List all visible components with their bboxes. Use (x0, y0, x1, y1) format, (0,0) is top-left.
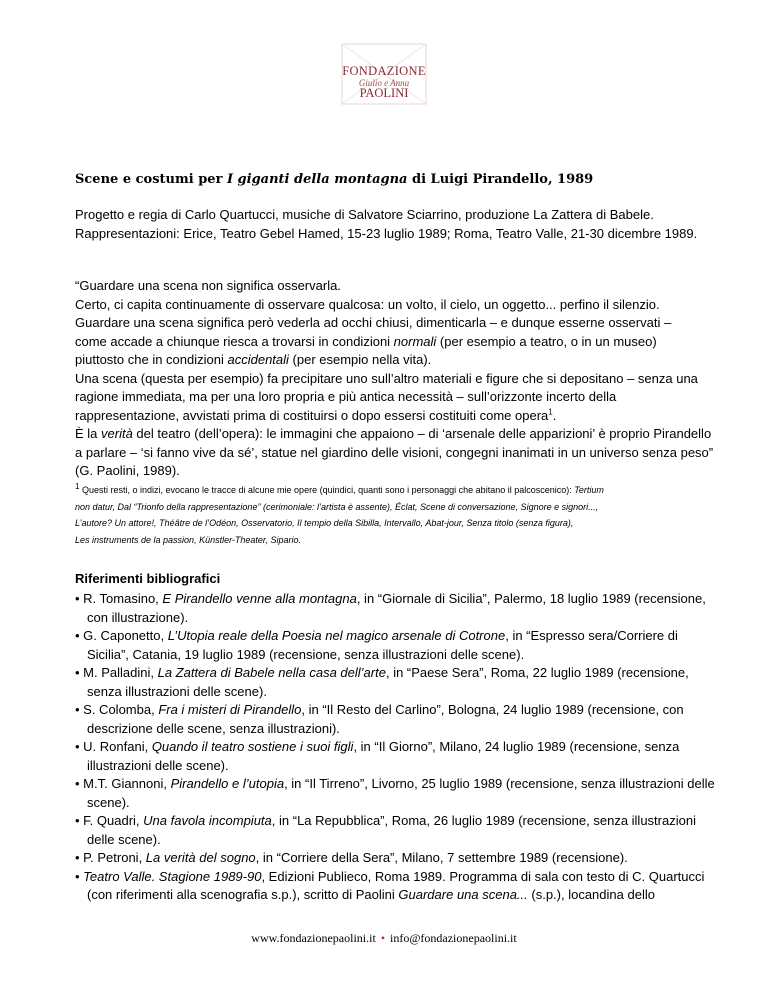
quote-line: Una scena (questa per esempio) fa precipitare uno sull’altro materiali e figure che si depositano – senza una (75, 370, 698, 386)
page-footer (0, 931, 768, 946)
credits-block (75, 206, 715, 243)
foundation-logo (330, 40, 438, 108)
quote-emphasis: verità (101, 426, 133, 441)
footnote-text: Questi resti, o indizi, evocano le tracce di alcune mie opere (quindici, quanti sono i personaggi che abitano il palcoscenico): (79, 485, 575, 495)
list-item (75, 664, 715, 701)
bib-title: E Pirandello venne alla montagna (162, 591, 357, 606)
logo-text-fondazione: FONDAZIONE (342, 64, 426, 78)
quote-line: Guardare una scena significa però vederla ad occhi chiusi, dimenticarla – e dunque esserne osservati – (75, 315, 672, 330)
footnote-line (75, 499, 715, 516)
footnote-italic: L’autore? Un attore!, Théâtre de l’Odéon, Osservatorio, Il tempio della Sibilla, Intervallo, Abat-jour, Senza titolo (senza figura), (75, 518, 574, 528)
quote-text: È la (75, 426, 102, 441)
quote-line: Certo, ci capita continuamente di osservare qualcosa: un volto, il cielo, un oggetto... perfino il silenzio. (75, 296, 660, 312)
quote-line: ragione immediata, ma per una loro propria e più antica necessità – sull’orizzonte incerto della (75, 389, 617, 404)
list-item (75, 590, 715, 627)
footnote-line (75, 482, 715, 499)
quote-block (75, 277, 715, 481)
quote-line (75, 351, 715, 370)
list-item (75, 812, 715, 849)
bib-details: , in “Il Giorno”, Milano, 24 luglio 1989 (recensione, senza illustrazioni delle scene). (87, 739, 680, 773)
quote-line (75, 333, 715, 352)
email-link[interactable]: info@fondazionepaolini.it (390, 931, 517, 945)
quote-line: “Guardare una scena non significa osservarla. (75, 278, 341, 293)
footnote-marker: 1 (548, 407, 553, 417)
bib-details: (s.p.), locandina dello (527, 887, 655, 902)
bib-title: Fra i misteri di Pirandello (158, 702, 302, 717)
logo-text-paolini: PAOLINI (359, 86, 409, 100)
bib-title: L’Utopia reale della Poesia nel magico arsenale di Cotrone (167, 628, 506, 643)
quote-line (75, 425, 715, 444)
bib-author: • R. Tomasino, (75, 591, 163, 606)
quote-line: a parlare – ‘si fanno vive da sé’, statue nel giardino delle visioni, congegni inanimati in un universo senza peso” (75, 444, 714, 460)
credits-line: Progetto e regia di Carlo Quartucci, musiche di Salvatore Sciarrino, produzione La Zattera di Babele. (75, 207, 654, 222)
quote-text: del teatro (dell’opera): le immagini che appaiono – di ‘arsenale delle apparizioni’ è proprio Pirandello (132, 426, 712, 441)
bib-title: Guardare una scena... (398, 887, 528, 902)
title-work: I giganti della montagna (226, 172, 408, 187)
bib-details: , in “La Repubblica”, Roma, 26 luglio 1989 (recensione, senza illustrazioni delle scene). (87, 813, 696, 847)
bib-details: , in “Il Tirreno”, Livorno, 25 luglio 1989 (recensione, senza illustrazioni delle scene). (87, 776, 715, 810)
bib-details: , in “Il Resto del Carlino”, Bologna, 24 luglio 1989 (recensione, con descrizione delle scene, senza illustrazioni). (87, 702, 684, 736)
bib-details: , in “Giornale di Sicilia”, Palermo, 18 luglio 1989 (recensione, con illustrazione). (87, 591, 706, 625)
credits-line: Rappresentazioni: Erice, Teatro Gebel Hamed, 15-23 luglio 1989; Roma, Teatro Valle, 21-30 dicembre 1989. (75, 225, 698, 241)
quote-line (75, 407, 715, 426)
quote-emphasis: accidentali (227, 352, 289, 367)
bib-author: • S. Colomba, (75, 702, 159, 717)
title-prefix: Scene e costumi per (75, 172, 227, 187)
quote-text: piuttosto che in condizioni (75, 352, 228, 367)
list-item (75, 627, 715, 664)
bib-author: • M. Palladini, (75, 665, 158, 680)
bib-author: • G. Caponetto, (75, 628, 168, 643)
website-link[interactable]: www.fondazionepaolini.it (251, 931, 376, 945)
bib-details: , in “Espresso sera/Corriere di Sicilia”, Catania, 19 luglio 1989 (recensione, senza illustrazioni delle scene). (87, 628, 678, 662)
bib-details: , Edizioni Publieco, Roma 1989. Programma di sala con testo di C. Quartucci (con riferimenti alla scenografia s.p.), scritto di Paolini (87, 868, 705, 902)
bib-author: • M.T. Giannoni, (75, 776, 171, 791)
list-item (75, 849, 715, 868)
quote-text: (per esempio a teatro, o in un museo) (436, 333, 657, 349)
bib-author: • U. Ronfani, (75, 739, 152, 754)
footnote-italic: non datur, Dal “Trionfo della rappresentazione” (cerimoniale: l’artista è assente), Éclat, Scene di conversazione, Signore e signori..., (75, 501, 599, 512)
bib-title: Una favola incompiuta (143, 813, 272, 828)
footnote (75, 482, 715, 548)
footnote-line (75, 515, 715, 532)
quote-text: come accade a chiunque riesca a trovarsi in condizioni (75, 333, 394, 349)
bib-title: Quando il teatro sostiene i suoi figli (151, 739, 354, 754)
footnote-italic: Les instruments de la passion, Künstler-Theater, Sipario. (75, 534, 301, 545)
quote-text: rappresentazione, avvistati prima di costituirsi o dopo essersi costituiti come opera (75, 407, 549, 423)
bib-author: • (75, 868, 84, 884)
footnote-italic: Tertium (574, 485, 604, 495)
bib-details: , in “Paese Sera”, Roma, 22 luglio 1989 (recensione, senza illustrazioni delle scene). (87, 665, 689, 699)
logo-signature: Giulio e Anna (358, 78, 410, 88)
list-item (75, 775, 715, 812)
list-item (75, 701, 715, 738)
list-item (75, 868, 715, 905)
bib-author: • F. Quadri, (75, 813, 144, 828)
footnote-number: 1 (75, 482, 80, 491)
bib-details: , in “Corriere della Sera”, Milano, 7 settembre 1989 (recensione). (255, 850, 628, 865)
bibliography-list (75, 590, 715, 905)
document-title (75, 172, 593, 187)
bib-title: Pirandello e l’utopia (170, 776, 285, 791)
list-item (75, 738, 715, 775)
footnote-line (75, 532, 715, 549)
bib-title: La verità del sogno (145, 850, 256, 865)
quote-text: . (552, 407, 557, 423)
bib-author: • P. Petroni, (75, 850, 146, 865)
bib-title: Teatro Valle. Stagione 1989-90 (83, 868, 262, 884)
quote-emphasis: normali (393, 333, 437, 349)
bibliography-heading: Riferimenti bibliografici (75, 571, 221, 586)
separator-dot-icon: • (380, 931, 386, 945)
bib-title: La Zattera di Babele nella casa dell’arte (157, 665, 386, 680)
title-suffix: di Luigi Pirandello, 1989 (407, 172, 594, 187)
quote-line: (G. Paolini, 1989). (75, 463, 180, 478)
quote-text: (per esempio nella vita). (288, 352, 432, 367)
